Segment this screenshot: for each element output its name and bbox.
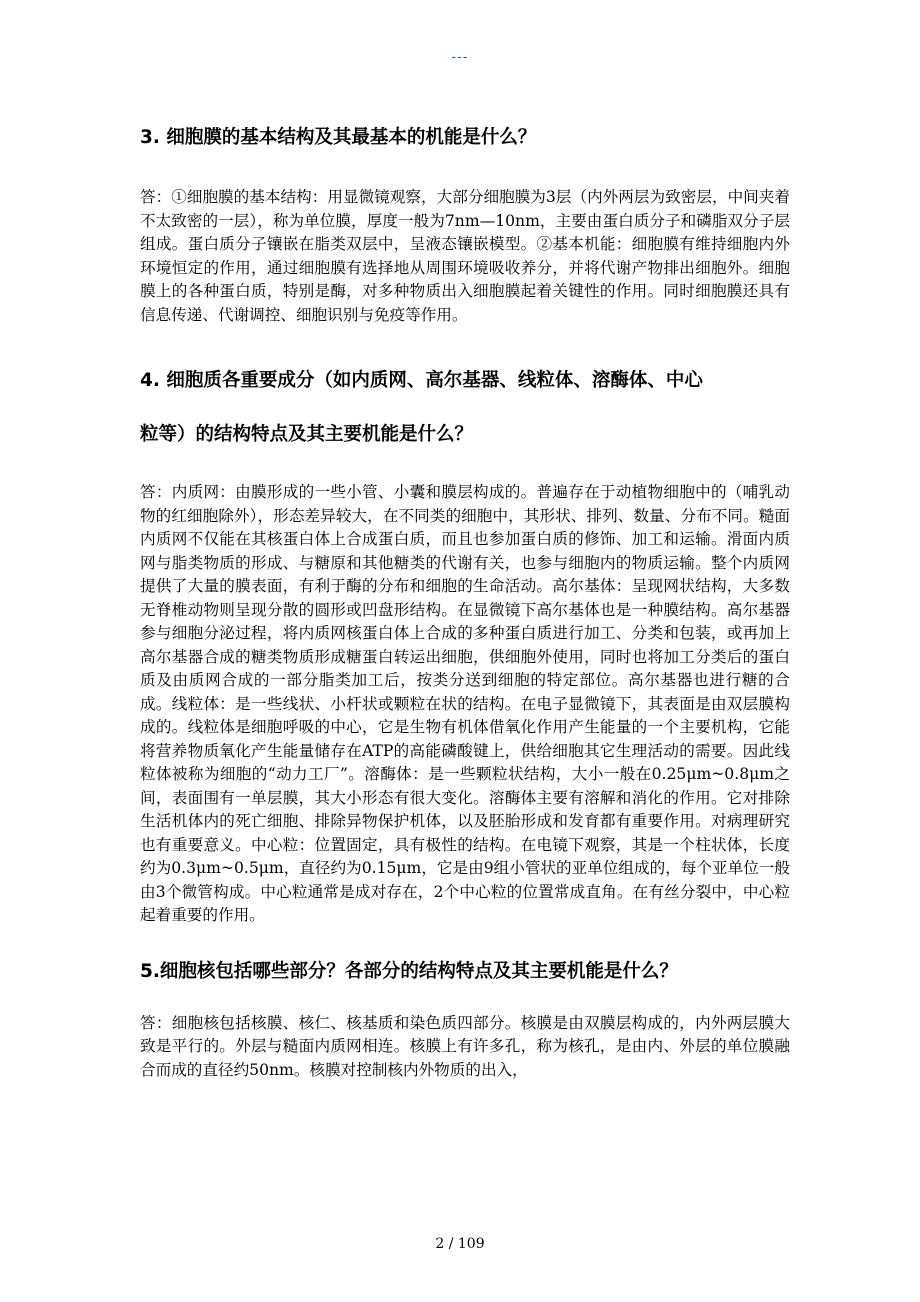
question-4-title-line-2: 粒等）的结构特点及其主要机能是什么？ [140, 424, 474, 445]
page-content [140, 118, 790, 1082]
question-3-title: 3. 细胞膜的基本结构及其最基本的机能是什么？ [140, 127, 537, 148]
question-4-answer: 答：内质网：由膜形成的一些小管、小囊和膜层构成的。普遍存在于动植物细胞中的（哺乳动物的红细胞除外），形态差异较大，在不同类的细胞中，其形状、排列、数量、分布不同。糙面内质网不仅能在其核蛋白体上合成蛋白质，而且也参加蛋白质的修饰、加工和运输。滑面内质网与脂类物质的形成、与糖原和其他糖类的代谢有关，也参与细胞内的物质运输。整个内质网提供了大量的膜表面，有利于酶的分布和细胞的生命活动。高尔基体：呈现网状结构，大多数无脊椎动物则呈现分散的圆形或凹盘形结构。在显微镜下高尔基体也是一种膜结构。高尔基器参与细胞分泌过程，将内质网核蛋白体上合成的多种蛋白质进行加工、分类和包装，或再加上高尔基器合成的糖类物质形成糖蛋白转运出细胞，供细胞外使用，同时也将加工分类后的蛋白质及由质网合成的一部分脂类加工后，按类分送到细胞的特定部位。高尔基器也进行糖的合成。线粒体：是一些线状、小杆状或颗粒在状的结构。在电子显微镜下，其表面是由双层膜构成的。线粒体是细胞呼吸的中心，它是生物有机体借氧化作用产生能量的一个主要机构，它能将营养物质氧化产生能量储存在ATP的高能磷酸键上，供给细胞其它生理活动的需要。因此线粒体被称为细胞的“动力工厂”。溶酶体：是一些颗粒状结构，大小一般在0.25μm~0.8μm之间，表面围有一单层膜，其大小形态有很大变化。溶酶体主要有溶解和消化的作用。它对排除生活机体内的死亡细胞、排除异物保护机体，以及胚胎形成和发育都有重要作用。对病理研究也有重要意义。中心粒：位置固定，具有极性的结构。在电镜下观察，其是一个柱状体，长度约为0.3μm~0.5μm，直径约为0.15μm，它是由9组小管状的亚单位组成的，每个亚单位一般由3个微管构成。中心粒通常是成对存在，2个中心粒的位置常成直角。在有丝分裂中，中心粒起着重要的作用。 [140, 483, 790, 924]
page-number: 2 / 109 [435, 1236, 485, 1252]
question-5-title: 5.细胞核包括哪些部分？各部分的结构特点及其主要机能是什么？ [140, 960, 678, 982]
header-mark: --- [451, 48, 469, 64]
question-4-title-line-1: 4. 细胞质各重要成分（如内质网、高尔基器、线粒体、溶酶体、中心 [140, 370, 703, 391]
question-3-answer: 答：①细胞膜的基本结构：用显微镜观察，大部分细胞膜为3层（内外两层为致密层，中间夹着不太致密的一层），称为单位膜，厚度一般为7nm—10nm，主要由蛋白质分子和磷脂双分子层组成。蛋白质分子镶嵌在脂类双层中，呈液态镶嵌模型。②基本机能：细胞膜有维持细胞内外环境恒定的作用，通过细胞膜有选择地从周围环境吸收养分，并将代谢产物排出细胞外。细胞膜上的各种蛋白质，特别是酶，对多种物质出入细胞膜起着关键性的作用。同时细胞膜还具有信息传递、代谢调控、细胞识别与免疫等作用。 [140, 188, 790, 324]
question-5-answer: 答：细胞核包括核膜、核仁、核基质和染色质四部分。核膜是由双膜层构成的，内外两层膜大致是平行的。外层与糙面内质网相连。核膜上有许多孔，称为核孔，是由内、外层的单位膜融合而成的直径约50nm。核膜对控制核内外物质的出入， [140, 1013, 790, 1079]
